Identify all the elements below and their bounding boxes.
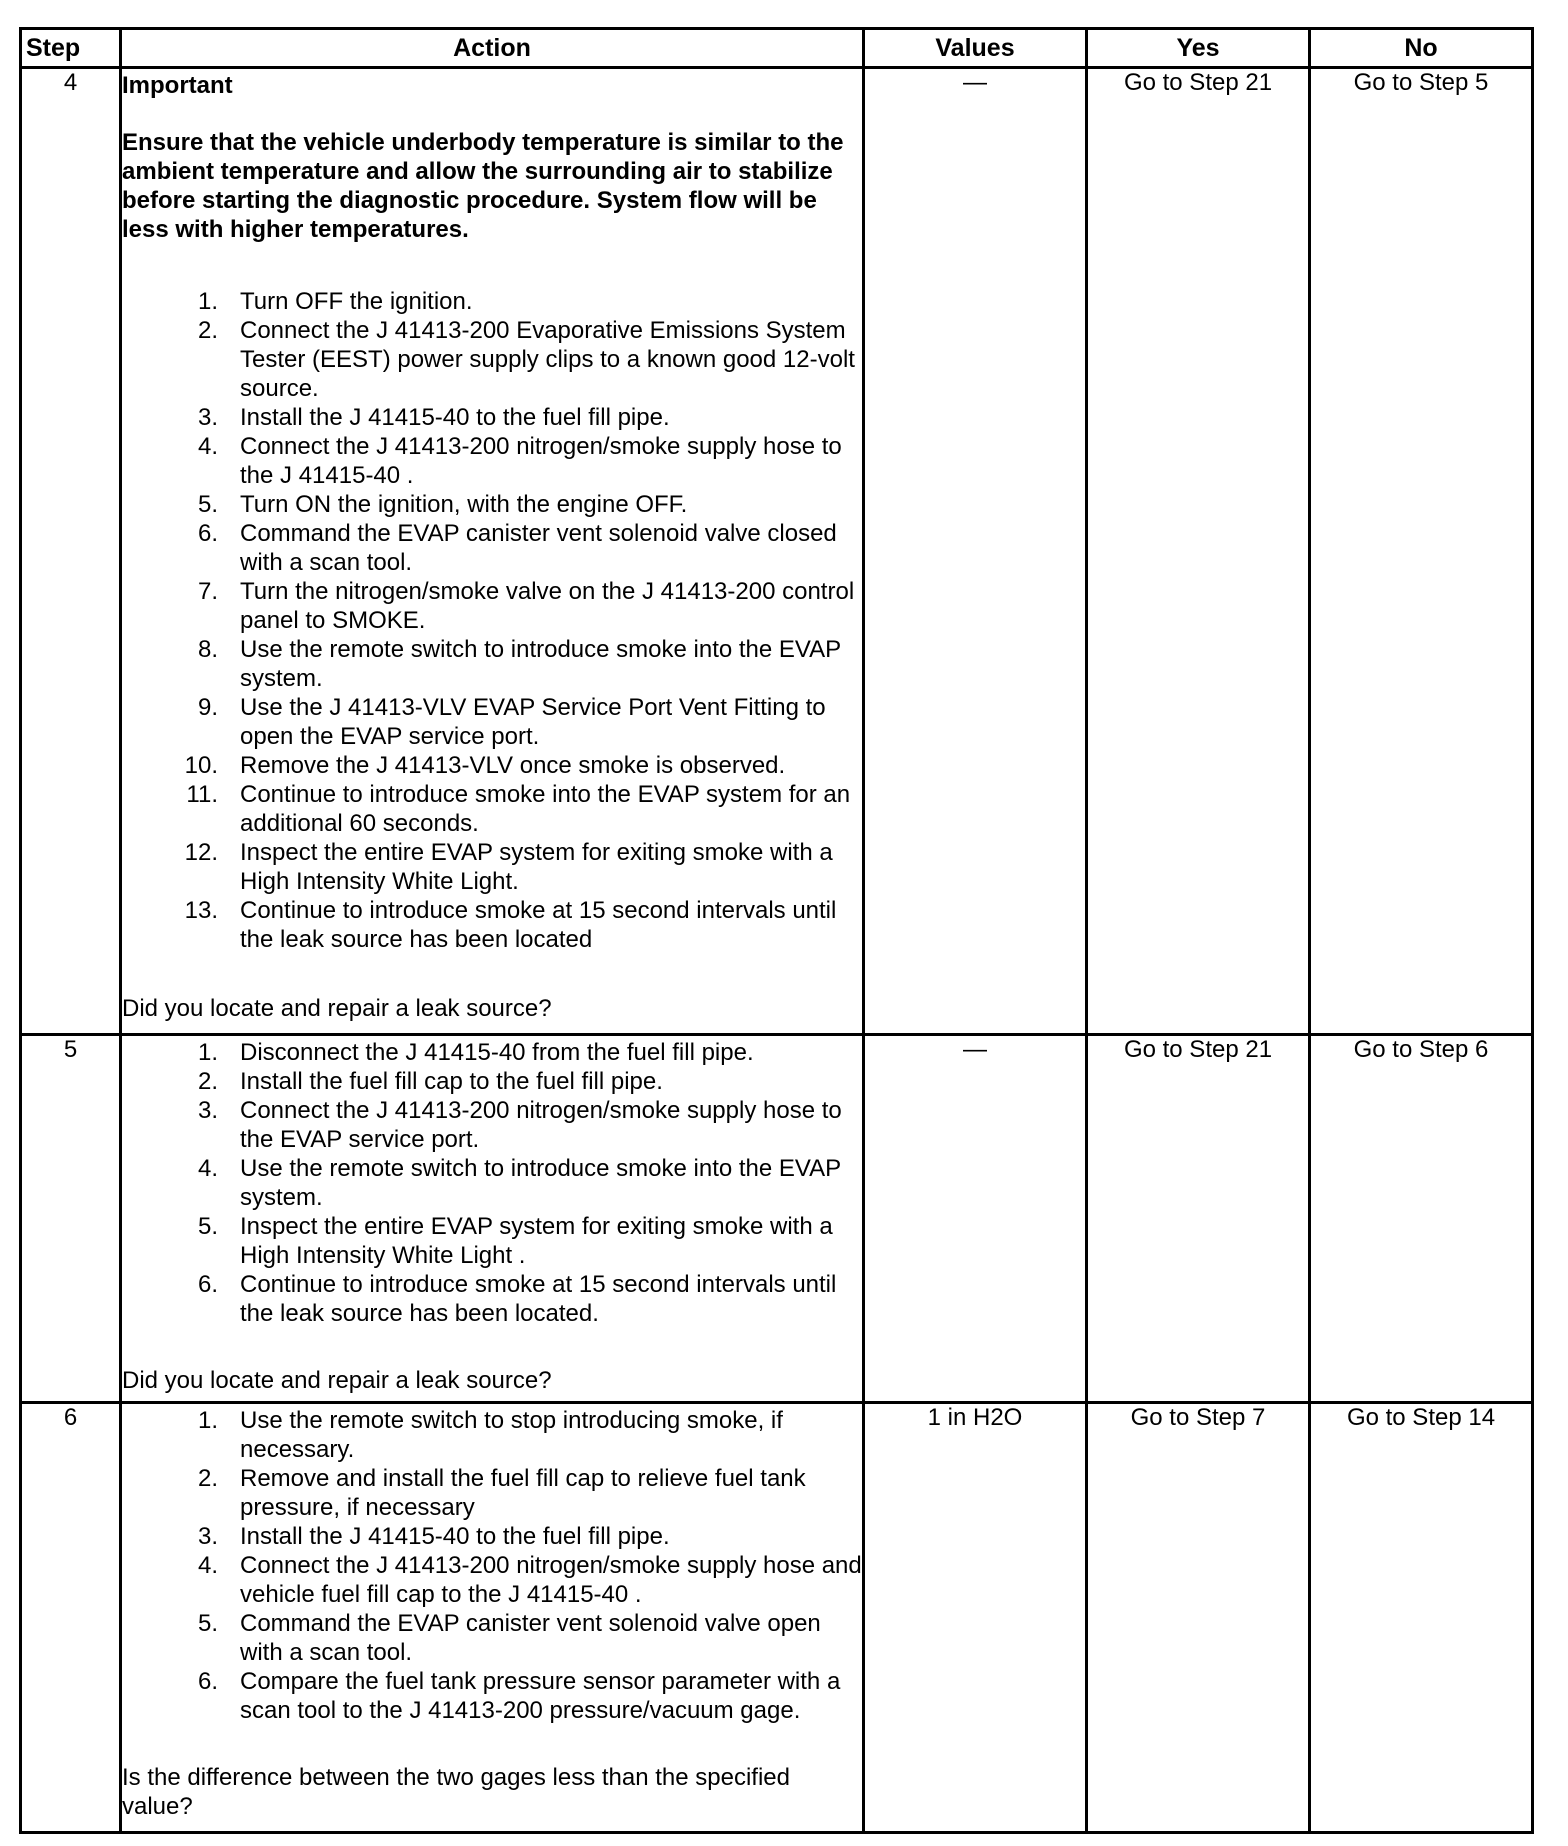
list-item: 3 . Connect the J 41413-200 nitrogen/smoke supply hose to the EVAP service port. (122, 1096, 862, 1154)
list-item: 4 . Connect the J 41413-200 nitrogen/smoke supply hose and vehicle fuel fill cap to the J 41415-40 . (122, 1551, 862, 1609)
header-row (21, 29, 1533, 68)
list-item-text: Compare the fuel tank pressure sensor parameter with a scan tool to the J 41413-200 pressure/vacuum gage. (240, 1668, 841, 1724)
no-link[interactable]: Go to Step 5 (1310, 68, 1533, 1035)
list-item-text: Install the J 41415-40 to the fuel fill pipe. (240, 404, 670, 431)
list-item-text: Turn OFF the ignition. (240, 288, 473, 315)
list-item: 5 . Command the EVAP canister vent solenoid valve open with a scan tool. (122, 1609, 862, 1667)
list-item: 7 . Turn the nitrogen/smoke valve on the J 41413-200 control panel to SMOKE. (122, 577, 862, 635)
action-cell (121, 1403, 864, 1833)
no-link[interactable]: Go to Step 6 (1310, 1035, 1533, 1403)
list-item-text: Turn ON the ignition, with the engine OFF. (240, 491, 688, 518)
step-number: 4 (21, 68, 121, 1035)
list-item: 8 . Use the remote switch to introduce smoke into the EVAP system. (122, 635, 862, 693)
list-item: 3 . Install the J 41415-40 to the fuel fill pipe. (122, 403, 862, 432)
list-item: 6 . Compare the fuel tank pressure sensor parameter with a scan tool to the J 41413-200 pressure/vacuum gage. (122, 1667, 862, 1725)
header-values: Values (864, 29, 1087, 68)
list-item-text: Use the remote switch to introduce smoke into the EVAP system. (240, 1155, 841, 1211)
procedure-list (122, 1038, 862, 1328)
value-cell: 1 in H2O (864, 1403, 1087, 1833)
list-item-text: Use the J 41413-VLV EVAP Service Port Vent Fitting to open the EVAP service port. (240, 694, 826, 750)
list-item: 1 . Use the remote switch to stop introducing smoke, if necessary. (122, 1406, 862, 1464)
list-item: 2 . Install the fuel fill cap to the fuel fill pipe. (122, 1067, 862, 1096)
list-item-text: Install the fuel fill cap to the fuel fill pipe. (240, 1068, 663, 1095)
list-item-text: Use the remote switch to introduce smoke into the EVAP system. (240, 636, 841, 692)
no-link[interactable]: Go to Step 14 (1310, 1403, 1533, 1833)
list-item-text: Continue to introduce smoke into the EVAP system for an additional 60 seconds. (240, 781, 851, 837)
list-item: 1 . Disconnect the J 41415-40 from the fuel fill pipe. (122, 1038, 862, 1067)
procedure-list (122, 1406, 862, 1725)
list-item: 2 . Remove and install the fuel fill cap to relieve fuel tank pressure, if necessary (122, 1464, 862, 1522)
list-item-text: Remove the J 41413-VLV once smoke is observed. (240, 752, 786, 779)
list-item-text: Command the EVAP canister vent solenoid valve closed with a scan tool. (240, 520, 837, 576)
list-item: 11 . Continue to introduce smoke into the EVAP system for an additional 60 seconds. (122, 780, 862, 838)
list-item-text: Install the J 41415-40 to the fuel fill pipe. (240, 1523, 670, 1550)
question-text: Did you locate and repair a leak source? (122, 995, 552, 1022)
action-cell (121, 1035, 864, 1403)
question-text: Did you locate and repair a leak source? (122, 1367, 552, 1394)
header-no: No (1310, 29, 1533, 68)
table-row (21, 1035, 1533, 1403)
list-item: 4 . Connect the J 41413-200 nitrogen/smoke supply hose to the J 41415-40 . (122, 432, 862, 490)
list-item: 12 . Inspect the entire EVAP system for exiting smoke with a High Intensity White Light. (122, 838, 862, 896)
list-item: 5 . Turn ON the ignition, with the engine OFF. (122, 490, 862, 519)
list-item-text: Turn the nitrogen/smoke valve on the J 41413-200 control panel to SMOKE. (240, 578, 855, 634)
list-item-text: Inspect the entire EVAP system for exiting smoke with a High Intensity White Light . (240, 1213, 833, 1269)
list-item: 4 . Use the remote switch to introduce smoke into the EVAP system. (122, 1154, 862, 1212)
table-row (21, 1403, 1533, 1833)
yes-link[interactable]: Go to Step 21 (1087, 1035, 1310, 1403)
question-text: Is the difference between the two gages less than the specified value? (122, 1764, 790, 1820)
list-item-text: Inspect the entire EVAP system for exiting smoke with a High Intensity White Light. (240, 839, 833, 895)
yes-link[interactable]: Go to Step 21 (1087, 68, 1310, 1035)
value-cell: — (864, 1035, 1087, 1403)
list-item: 3 . Install the J 41415-40 to the fuel fill pipe. (122, 1522, 862, 1551)
list-item: 10 . Remove the J 41413-VLV once smoke is observed. (122, 751, 862, 780)
list-item-text: Connect the J 41413-200 nitrogen/smoke supply hose to the J 41415-40 . (240, 433, 842, 489)
important-note: Ensure that the vehicle underbody temperature is similar to the ambient temperature and allow the surrounding air to stabilize before starting the diagnostic procedure. System flow will be less with higher temperatures. (122, 129, 844, 243)
list-item: 9 . Use the J 41413-VLV EVAP Service Port Vent Fitting to open the EVAP service port. (122, 693, 862, 751)
header-yes: Yes (1087, 29, 1310, 68)
list-item: 13 . Continue to introduce smoke at 15 second intervals until the leak source has been located (122, 896, 862, 954)
list-item-text: Connect the J 41413-200 nitrogen/smoke supply hose to the EVAP service port. (240, 1097, 842, 1153)
list-item: 1 . Turn OFF the ignition. (122, 287, 862, 316)
list-item-text: Disconnect the J 41415-40 from the fuel fill pipe. (240, 1039, 754, 1066)
yes-link[interactable]: Go to Step 7 (1087, 1403, 1310, 1833)
list-item-text: Continue to introduce smoke at 15 second intervals until the leak source has been located (240, 897, 837, 953)
list-item: 6 . Command the EVAP canister vent solenoid valve closed with a scan tool. (122, 519, 862, 577)
action-cell (121, 68, 864, 1035)
list-item-text: Connect the J 41413-200 Evaporative Emissions System Tester (EEST) power supply clips to a known good 12-volt source. (240, 317, 855, 402)
list-item: 5 . Inspect the entire EVAP system for exiting smoke with a High Intensity White Light . (122, 1212, 862, 1270)
value-cell: — (864, 68, 1087, 1035)
header-step: Step (21, 29, 121, 68)
diagnostic-table (19, 27, 1534, 1834)
list-item-text: Remove and install the fuel fill cap to relieve fuel tank pressure, if necessary (240, 1465, 806, 1521)
list-item-text: Continue to introduce smoke at 15 second intervals until the leak source has been located. (240, 1271, 837, 1327)
table-row (21, 68, 1533, 1035)
list-item-text: Command the EVAP canister vent solenoid valve open with a scan tool. (240, 1610, 821, 1666)
list-item: 6 . Continue to introduce smoke at 15 second intervals until the leak source has been located. (122, 1270, 862, 1328)
list-item-text: Use the remote switch to stop introducing smoke, if necessary. (240, 1407, 783, 1463)
important-heading: Important (122, 72, 233, 99)
procedure-list (122, 287, 862, 954)
list-item: 2 . Connect the J 41413-200 Evaporative Emissions System Tester (EEST) power supply clips to a known good 12-volt source. (122, 316, 862, 403)
header-action: Action (121, 29, 864, 68)
step-number: 5 (21, 1035, 121, 1403)
step-number: 6 (21, 1403, 121, 1833)
list-item-text: Connect the J 41413-200 nitrogen/smoke supply hose and vehicle fuel fill cap to the J 41415-40 . (240, 1552, 862, 1608)
